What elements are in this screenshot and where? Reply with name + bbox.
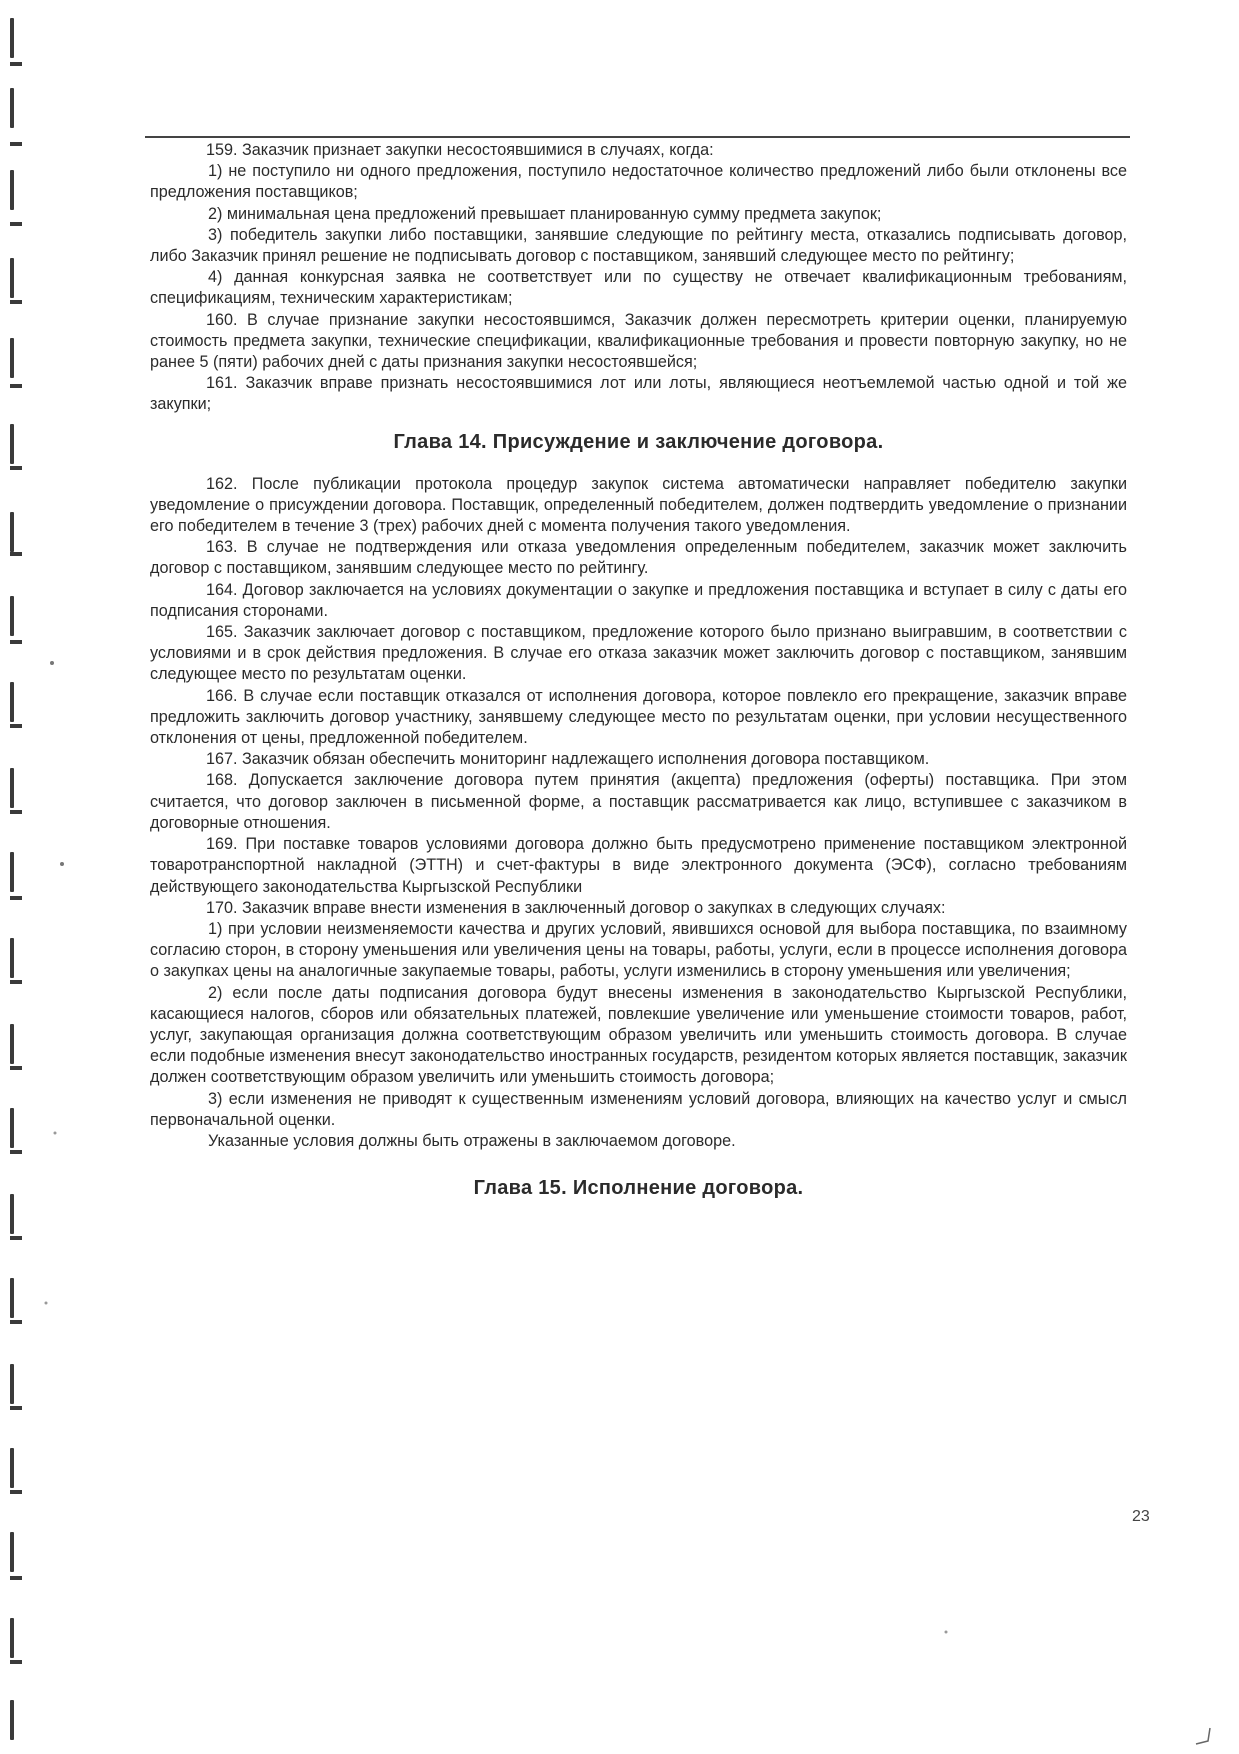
paragraph-160: 160. В случае признание закупки несостоявшимся, Заказчик должен пересмотреть критерии оценки, планируемую стоимость предмета закупки, технические спецификации, квалификационные требования и провести повторную закупку, но не ранее 5 (пяти) рабочих дней с даты признания закупки несостоявшейся; bbox=[150, 310, 1127, 372]
paragraph-162: 162. После публикации протокола процедур закупок система автоматически направляет победителю закупки уведомление о присуждении договора. Поставщик, определенный победителем, должен подтвердить уведомление о признании его победителем в течение 3 (трех) рабочих дней с момента получения такого уведомления. bbox=[150, 474, 1127, 536]
speck bbox=[945, 1631, 948, 1634]
paragraph-159-item-2: 2) минимальная цена предложений превышает планированную сумму предмета закупок; bbox=[208, 204, 882, 223]
speck bbox=[60, 862, 64, 866]
chapter-15-title: Глава 15. Исполнение договора. bbox=[473, 1177, 804, 1200]
paragraph-159: 159. Заказчик признает закупки несостоявшимися в случаях, когда: bbox=[206, 141, 714, 159]
page-number: 23 bbox=[1132, 1508, 1150, 1525]
paragraph-164: 164. Договор заключается на условиях документации о закупке и предложения поставщика и вступает в силу с даты его подписания сторонами. bbox=[150, 580, 1127, 620]
paragraph-165: 165. Заказчик заключает договор с поставщиком, предложение которого было признано выигравшим, в соответствии с условиями и в срок действия предложения. В случае его отказа заказчик может заключить договор с поставщиком, занявшим следующее место по результатам оценки. bbox=[150, 623, 1127, 684]
paragraph-170-item-1: 1) при условии неизменяемости качества и других условий, явившихся основой для выбора поставщика, по взаимному согласию сторон, в сторону уменьшения или увеличения цены на товары, работы, услуги, если в процессе исполнения договора о закупках цены на аналогичные закупаемые товары, работы, услуги изменились в сторону уменьшения или увеличения; bbox=[150, 919, 1127, 981]
speck bbox=[54, 1132, 57, 1135]
paragraph-159-item-4: 4) данная конкурсная заявка не соответствует или по существу не отвечает квалификационным требованиям, спецификациям, техническим характеристикам; bbox=[150, 268, 1127, 308]
paragraph-163: 163. В случае не подтверждения или отказа уведомления определенным победителем, заказчик может заключить договор с поставщиком, занявшим следующее место по рейтингу. bbox=[150, 538, 1127, 578]
paragraph-170-item-2: 2) если после даты подписания договора будут внесены изменения в законодательство Кыргызской Республики, касающиеся налогов, сборов или обязательных платежей, повлекшие увеличение или уменьшение стоимости товаров, работ, услуг, закупающая организация должна соответствующим образом увеличить или уменьшить стоимость договора. В случае если подобные изменения внесут законодательство иностранных государств, резидентом которых является поставщик, заказчик должен соответствующим образом увеличить или уменьшить стоимость договора; bbox=[150, 983, 1127, 1087]
scan-mark bbox=[1196, 1728, 1210, 1744]
paragraph-168: 168. Допускается заключение договора путем принятия (акцепта) предложения (оферты) поставщика. При этом считается, что договор заключен в письменной форме, а поставщик рассматривается как лицо, вступившее с заказчиком в договорные отношения. bbox=[150, 771, 1127, 832]
paragraph-170-item-3: 3) если изменения не приводят к существенным изменениям условий договора, влияющих на качество услуг и смысл первоначальной оценки. bbox=[150, 1089, 1127, 1129]
speck bbox=[45, 1302, 48, 1305]
paragraph-169: 169. При поставке товаров условиями договора должно быть предусмотрено применение поставщиком электронной товаротранспортной накладной (ЭТТН) и счет-фактуры в виде электронного документа (ЭСФ), согласно требованиям действующего законодательства Кыргызской Республики bbox=[150, 835, 1127, 896]
paragraph-166: 166. В случае если поставщик отказался от исполнения договора, которое повлекло его прекращение, заказчик вправе предложить заключить договор участнику, занявшему следующее место по результатам оценки, при условии несущественного отклонения от цены, предложенной победителем. bbox=[150, 686, 1127, 748]
paragraph-167: 167. Заказчик обязан обеспечить мониторинг надлежащего исполнения договора поставщиком. bbox=[206, 750, 930, 769]
paragraph-159-item-1: 1) не поступило ни одного предложения, поступило недостаточное количество предложений либо были отклонены все предложения поставщиков; bbox=[150, 162, 1127, 202]
chapter-14-title: Глава 14. Присуждение и заключение договора. bbox=[393, 430, 884, 453]
speck bbox=[50, 661, 54, 665]
paragraph-170: 170. Заказчик вправе внести изменения в заключенный договор о закупках в следующих случаях: bbox=[206, 898, 946, 917]
paragraph-170-note: Указанные условия должны быть отражены в заключаемом договоре. bbox=[208, 1131, 736, 1150]
paragraph-161: 161. Заказчик вправе признать несостоявшимися лот или лоты, являющиеся неотъемлемой частью одной и той же закупки; bbox=[150, 374, 1127, 414]
paragraph-159-item-3: 3) победитель закупки либо поставщики, занявшие следующие по рейтингу места, отказались подписывать договор, либо Заказчик принял решение не подписывать договор с поставщиком, занявший следующее место по рейтингу; bbox=[150, 225, 1127, 266]
